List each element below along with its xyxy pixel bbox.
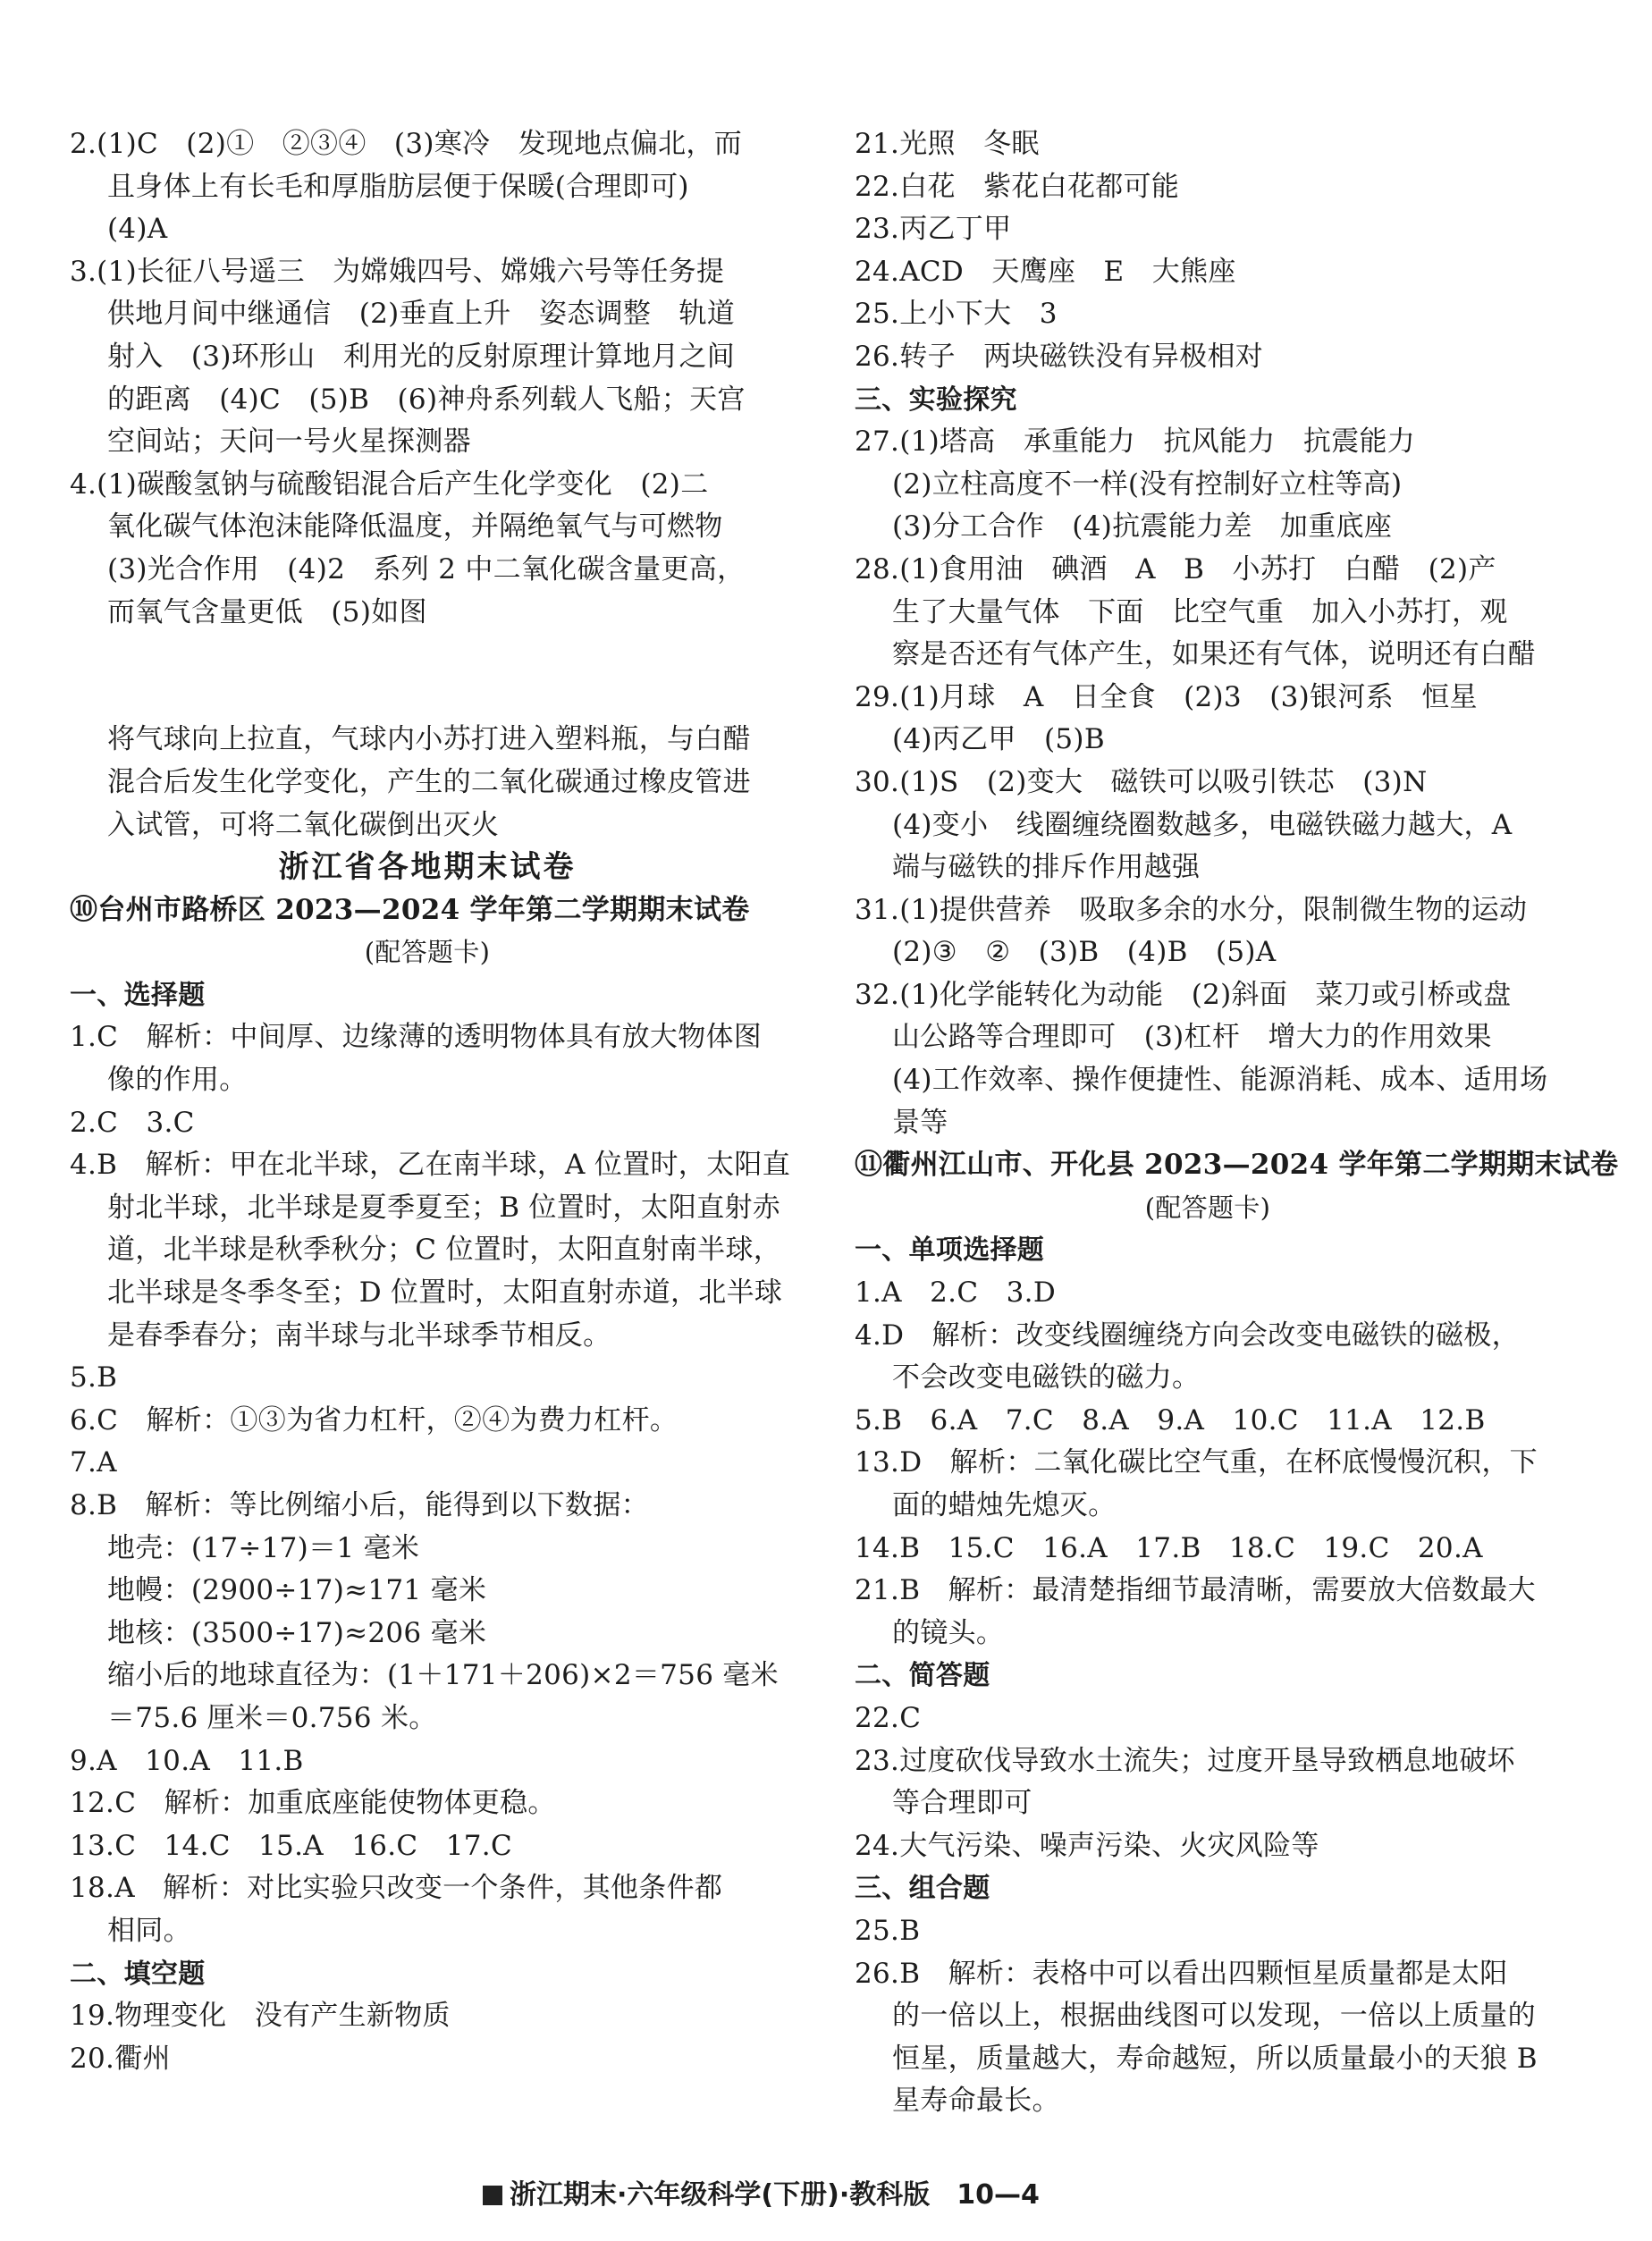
answer-line: 像的作用。 — [107, 1064, 248, 1097]
answer-line: 4.B 解析：甲在北半球，乙在南半球，A 位置时，太阳直 — [70, 1149, 790, 1182]
answer-line: 恒星，质量越大，寿命越短，所以质量最小的天狼 B — [892, 2042, 1538, 2075]
answer-line: 道，北半球是秋季秋分；C 位置时，太阳直射南半球， — [107, 1234, 782, 1267]
answer-line: 察是否还有气体产生，如果还有气体，说明还有白醋 — [892, 638, 1536, 671]
answer-line: 地核：(3500÷17)≈206 毫米 — [107, 1616, 487, 1649]
answer-line: 的镜头。 — [892, 1616, 1005, 1649]
answer-line: 22.白花 紫花白花都可能 — [855, 170, 1180, 203]
answer-line: 而氧气含量更低 (5)如图 — [107, 595, 427, 628]
answer-line: 面的蜡烛先熄灭。 — [892, 1489, 1117, 1521]
left-column — [70, 123, 790, 2080]
answer-line: 地幔：(2900÷17)≈171 毫米 — [107, 1574, 487, 1607]
answer-line: 地壳：(17÷17)＝1 毫米 — [107, 1531, 420, 1564]
answer-line: ＝75.6 厘米＝0.756 米。 — [107, 1701, 437, 1734]
answer-line: 3.(1)长征八号遥三 为嫦娥四号、嫦娥六号等任务提 — [70, 255, 725, 288]
answer-line: 端与磁铁的排斥作用越强 — [892, 851, 1201, 884]
answer-line: 26.转子 两块磁铁没有异极相对 — [855, 340, 1264, 373]
answer-line: 24.大气污染、噪声污染、火灾风险等 — [855, 1829, 1319, 1862]
answer-line: (配答题卡) — [1144, 1192, 1271, 1223]
answer-line: 2.C 3.C — [70, 1106, 195, 1139]
answer-line: (2)③ ② (3)B (4)B (5)A — [892, 936, 1277, 969]
answer-line: 浙江省各地期末试卷 — [278, 849, 577, 886]
answer-line: 29.(1)月球 A 日全食 (2)3 (3)银河系 恒星 — [855, 680, 1478, 713]
answer-line: 射入 (3)环形山 利用光的反射原理计算地月之间 — [107, 340, 736, 373]
answer-line: 三、组合题 — [855, 1873, 990, 1905]
answer-line: 二、填空题 — [70, 1958, 206, 1990]
answer-line: 22.C — [855, 1701, 922, 1734]
answer-line: 32.(1)化学能转化为动能 (2)斜面 菜刀或引桥或盘 — [855, 978, 1512, 1011]
right-column — [855, 123, 1619, 2123]
answer-line: 5.B 6.A 7.C 8.A 9.A 10.C 11.A 12.B — [855, 1403, 1486, 1436]
answer-line: 18.A 解析：对比实验只改变一个条件，其他条件都 — [70, 1872, 723, 1905]
answer-line: (配答题卡) — [364, 937, 491, 968]
answer-line: 景等 — [892, 1106, 948, 1139]
answer-line: 混合后发生化学变化，产生的二氧化碳通过橡皮管进 — [107, 765, 751, 798]
answer-line: 28.(1)食用油 碘酒 A B 小苏打 白醋 (2)产 — [855, 552, 1496, 586]
answer-line: 的一倍以上，根据曲线图可以发现，一倍以上质量的 — [892, 2000, 1536, 2033]
answer-line: 缩小后的地球直径为：(1＋171＋206)×2＝756 毫米 — [107, 1659, 779, 1692]
answer-line: 31.(1)提供营养 吸取多余的水分，限制微生物的运动 — [855, 893, 1528, 926]
answer-line: (4)工作效率、操作便捷性、能源消耗、成本、适用场 — [892, 1064, 1548, 1097]
answer-line — [70, 634, 785, 677]
answer-line: 1.A 2.C 3.D — [855, 1276, 1056, 1310]
answer-line: 氧化碳气体泡沫能降低温度，并隔绝氧气与可燃物 — [107, 510, 723, 543]
answer-line: 将气球向上拉直，气球内小苏打进入塑料瓶，与白醋 — [107, 723, 751, 756]
answer-line: 21.B 解析：最清楚指细节最清晰，需要放大倍数最大 — [855, 1574, 1536, 1607]
answer-line: 一、选择题 — [70, 979, 206, 1011]
answer-line: (4)变小 线圈缠绕圈数越多，电磁铁磁力越大，A — [892, 808, 1513, 841]
answer-line: 24.ACD 天鹰座 E 大熊座 — [855, 255, 1236, 288]
answer-line: 23.丙乙丁甲 — [855, 213, 1012, 246]
answer-line: 且身体上有长毛和厚脂肪层便于保暖(合理即可) — [107, 170, 689, 203]
answer-line: 等合理即可 — [892, 1787, 1032, 1820]
answer-line: 6.C 解析：①③为省力杠杆，②④为费力杠杆。 — [70, 1403, 678, 1436]
answer-line: 空间站；天问一号火星探测器 — [107, 425, 471, 459]
answer-line: 是春季春分；南半球与北半球季节相反。 — [107, 1318, 611, 1352]
answer-line: 生了大量气体 下面 比空气重 加入小苏打，观 — [892, 595, 1508, 628]
answer-line: (4)A — [107, 213, 168, 246]
answer-line: 27.(1)塔高 承重能力 抗风能力 抗震能力 — [855, 425, 1416, 459]
answer-line: 1.C 解析：中间厚、边缘薄的透明物体具有放大物体图 — [70, 1021, 763, 1054]
answer-line: (3)光合作用 (4)2 系列 2 中二氧化碳含量更高， — [107, 552, 746, 586]
answer-line: ⑪衢州江山市、开化县 2023—2024 学年第二学期期末试卷 — [855, 1149, 1619, 1182]
answer-line: 5.B — [70, 1361, 118, 1394]
answer-line: 13.D 解析：二氧化碳比空气重，在杯底慢慢沉积，下 — [855, 1446, 1538, 1479]
answer-line: 8.B 解析：等比例缩小后，能得到以下数据： — [70, 1489, 649, 1521]
answer-line: 12.C 解析：加重底座能使物体更稳。 — [70, 1787, 556, 1820]
answer-line: 14.B 15.C 16.A 17.B 18.C 19.C 20.A — [855, 1531, 1483, 1564]
answer-line: 26.B 解析：表格中可以看出四颗恒星质量都是太阳 — [855, 1957, 1508, 1990]
answer-line: 4.D 解析：改变线圈缠绕方向会改变电磁铁的磁极， — [855, 1318, 1520, 1352]
answer-line: 25.上小下大 3 — [855, 298, 1058, 331]
answer-line: 不会改变电磁铁的磁力。 — [892, 1361, 1201, 1394]
answer-line: 星寿命最长。 — [892, 2085, 1060, 2118]
answer-line: 射北半球，北半球是夏季夏至；B 位置时，太阳直射赤 — [107, 1191, 781, 1224]
footer-text: 浙江期末·六年级科学(下册)·教科版 10—4 — [510, 2179, 1040, 2211]
answer-line: (2)立柱高度不一样(没有控制好立柱等高) — [892, 468, 1403, 501]
answer-line: (4)丙乙甲 (5)B — [892, 723, 1105, 756]
answer-line: 9.A 10.A 11.B — [70, 1744, 304, 1777]
answer-line: 山公路等合理即可 (3)杠杆 增大力的作用效果 — [892, 1021, 1492, 1054]
answer-line: 30.(1)S (2)变大 磁铁可以吸引铁芯 (3)N — [855, 765, 1428, 798]
answer-line: 20.衢州 — [70, 2042, 171, 2075]
answer-line: 2.(1)C (2)① ②③④ (3)寒冷 发现地点偏北，而 — [70, 128, 743, 160]
answer-line: ⑩台州市路桥区 2023—2024 学年第二学期期末试卷 — [70, 893, 750, 926]
answer-line: 相同。 — [107, 1914, 191, 1947]
answer-line: 21.光照 冬眠 — [855, 128, 1040, 160]
footer-square-icon — [483, 2186, 502, 2205]
answer-line — [70, 677, 785, 720]
answer-line: 三、实验探究 — [855, 383, 1017, 416]
page-footer — [483, 2174, 1180, 2217]
answer-line: 的距离 (4)C (5)B (6)神舟系列载人飞船；天宫 — [107, 383, 746, 416]
answer-line: 23.过度砍伐导致水土流失；过度开垦导致栖息地破坏 — [855, 1744, 1515, 1777]
answer-line: 北半球是冬季冬至；D 位置时，太阳直射赤道，北半球 — [107, 1276, 783, 1310]
answer-line: 19.物理变化 没有产生新物质 — [70, 2000, 451, 2033]
answer-line: 二、简答题 — [855, 1660, 990, 1692]
answer-line: 25.B — [855, 1914, 921, 1947]
answer-line: 一、单项选择题 — [855, 1234, 1045, 1267]
answer-line: 4.(1)碳酸氢钠与硫酸铝混合后产生化学变化 (2)二 — [70, 468, 709, 501]
answer-line: 13.C 14.C 15.A 16.C 17.C — [70, 1829, 512, 1862]
answer-line: 入试管，可将二氧化碳倒出灭火 — [107, 808, 500, 841]
answer-line: (3)分工合作 (4)抗震能力差 加重底座 — [892, 510, 1393, 543]
answer-line: 7.A — [70, 1446, 117, 1479]
answer-line: 供地月间中继通信 (2)垂直上升 姿态调整 轨道 — [107, 298, 736, 331]
